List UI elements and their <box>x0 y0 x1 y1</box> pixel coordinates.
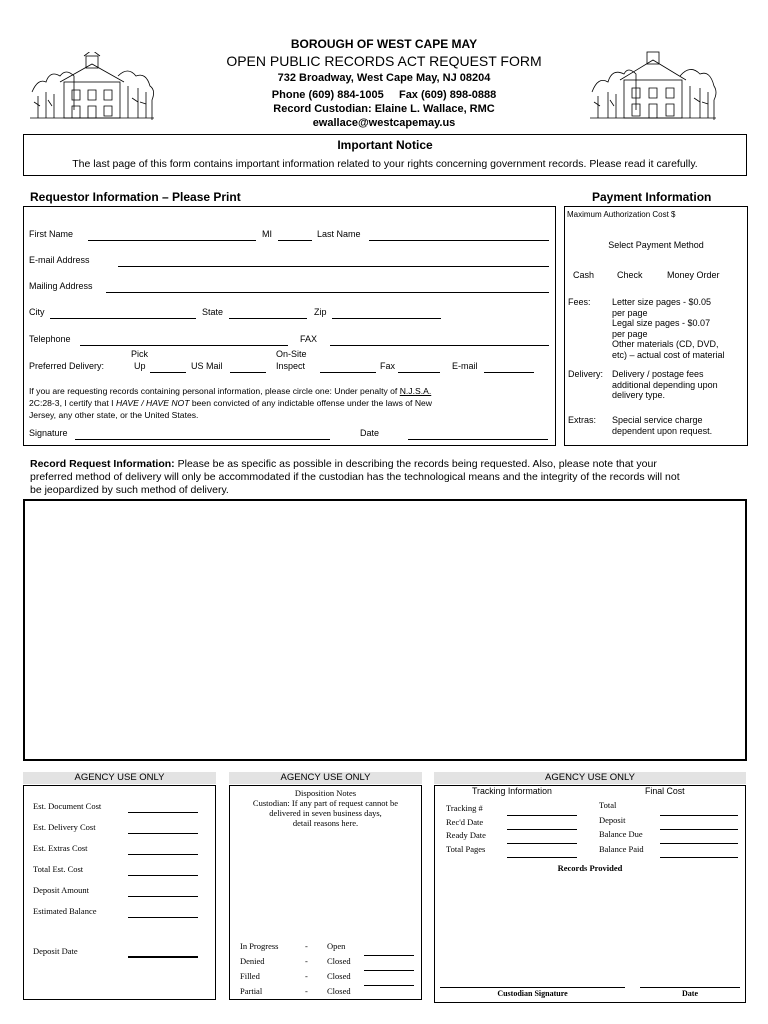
est-document-cost-label: Est. Document Cost <box>33 801 102 811</box>
zip-label: Zip <box>314 307 327 317</box>
total-pages-field[interactable] <box>507 857 577 858</box>
final-deposit-field[interactable] <box>660 829 738 830</box>
record-request-label: Record Request Information: <box>30 458 175 470</box>
borough-address: 732 Broadway, West Cape May, NJ 08204 <box>277 72 491 84</box>
total-est-cost-label: Total Est. Cost <box>33 864 84 874</box>
date-label: Date <box>360 428 380 438</box>
custodian-signature-field[interactable] <box>440 987 625 988</box>
final-total-field[interactable] <box>660 815 738 816</box>
email-delivery-field[interactable] <box>484 372 534 373</box>
records-provided-label: Records Provided <box>557 863 623 873</box>
estimated-balance-field[interactable] <box>128 917 198 918</box>
cost-rows <box>33 801 101 927</box>
balance-paid-label: Balance Paid <box>599 843 644 854</box>
estimated-balance-label: Estimated Balance <box>33 906 97 916</box>
balance-due-label: Balance Due <box>599 829 643 839</box>
tracking-number-field[interactable] <box>507 815 577 816</box>
agency-heading-3: AGENCY USE ONLY <box>434 772 746 784</box>
telephone-field[interactable] <box>80 345 288 346</box>
final-deposit-label: Deposit <box>599 814 626 825</box>
est-delivery-cost-label: Est. Delivery Cost <box>33 822 96 832</box>
us-mail-label: US Mail <box>191 361 223 371</box>
closed-partial-field[interactable] <box>364 999 414 1000</box>
tracking-list <box>446 803 486 857</box>
borough-name: BOROUGH OF WEST CAPE MAY <box>290 37 478 51</box>
mi-label: MI <box>262 229 272 239</box>
fax-label: FAX <box>300 334 318 344</box>
first-name-label: First Name <box>29 229 74 239</box>
status-row[interactable]: In Progress - Open <box>240 941 346 951</box>
pickup-field[interactable] <box>150 372 186 373</box>
record-custodian: Record Custodian: Elaine L. Wallace, RMC <box>273 103 495 115</box>
status-row[interactable]: Partial - Closed <box>240 986 351 996</box>
ready-date-field[interactable] <box>507 843 577 844</box>
pick-label: Pick <box>131 349 149 359</box>
have-have-not-option[interactable]: HAVE / HAVE NOT <box>115 398 190 408</box>
inspect-label: Inspect <box>276 361 306 371</box>
first-name-field[interactable] <box>88 240 256 241</box>
disposition-notes: Disposition Notes Custodian: If any part of request cannot be delivered in seven business days, detail reasons here. <box>229 788 422 828</box>
est-extras-cost-label: Est. Extras Cost <box>33 843 88 853</box>
state-label: State <box>202 307 224 317</box>
custodian-email: ewallace@westcapemay.us <box>312 117 456 129</box>
preferred-delivery-label: Preferred Delivery: <box>29 361 105 371</box>
date-field[interactable] <box>408 439 548 440</box>
custodian-signature-label: Custodian Signature <box>497 989 568 998</box>
cash-option[interactable]: Cash <box>573 270 595 280</box>
final-cost-title: Final Cost <box>645 786 685 796</box>
record-request-textarea[interactable] <box>23 499 747 761</box>
delivery-fees: Delivery / postage fees additional depending upon delivery type. <box>612 369 718 400</box>
email-label: E-mail Address <box>29 255 90 265</box>
agency-heading-1: AGENCY USE ONLY <box>23 772 216 784</box>
record-request-instructions: Record Request Information: Please be as specific as possible in describing the records being requested. Also, please note that your preferred method of delivery will only be accommodated if the custodian has the technological means and the integrity of the records will not be jeopardized by such method of delivery. <box>30 458 680 496</box>
closed-denied-field[interactable] <box>364 970 414 971</box>
mailing-field[interactable] <box>106 292 549 293</box>
city-label: City <box>29 307 45 317</box>
requestor-heading: Requestor Information – Please Print <box>30 190 241 204</box>
state-field[interactable] <box>229 318 307 319</box>
important-notice-box <box>23 134 747 176</box>
zip-field[interactable] <box>332 318 441 319</box>
balance-paid-field[interactable] <box>660 857 738 858</box>
certification-text: If you are requesting records containing personal information, please circle one: Under penalty of N.J.S.A. 2C:28-3, I certify that I HAVE / HAVE NOT been convicted of any indictable offense under the laws of New Jersey, any other state, or the United States. <box>29 386 433 420</box>
signature-label: Signature <box>29 428 68 438</box>
us-mail-field[interactable] <box>230 372 266 373</box>
last-name-label: Last Name <box>317 229 361 239</box>
final-total-label: Total <box>599 800 617 810</box>
status-row[interactable]: Denied - Closed <box>240 956 351 966</box>
recd-date-label: Rec'd Date <box>446 816 484 827</box>
custodian-date-field[interactable] <box>640 987 740 988</box>
balance-due-field[interactable] <box>660 843 738 844</box>
notice-title: Important Notice <box>337 138 433 152</box>
disposition-title: Disposition Notes <box>294 788 357 798</box>
max-auth-label: Maximum Authorization Cost $ <box>567 210 676 219</box>
mi-field[interactable] <box>278 240 312 241</box>
open-date-field[interactable] <box>364 955 414 956</box>
ready-date-label: Ready Date <box>446 830 486 840</box>
tracking-title: Tracking Information <box>472 786 552 796</box>
check-option[interactable]: Check <box>617 270 643 280</box>
pickup-label: Up <box>134 361 146 371</box>
money-order-option[interactable]: Money Order <box>667 270 720 280</box>
telephone-label: Telephone <box>29 334 71 344</box>
est-extras-cost-field[interactable] <box>128 854 198 855</box>
extras-fees: Special service charge dependent upon request. <box>612 415 713 436</box>
recd-date-field[interactable] <box>507 829 577 830</box>
fees-label: Fees: <box>568 297 591 307</box>
deposit-amount-label: Deposit Amount <box>33 885 89 895</box>
phone-fax: Phone (609) 884-1005 Fax (609) 898-0888 <box>271 89 497 101</box>
fax-delivery-field[interactable] <box>398 372 440 373</box>
est-document-cost-field[interactable] <box>128 812 198 813</box>
total-est-cost-field[interactable] <box>128 875 198 876</box>
closed-filled-field[interactable] <box>364 985 414 986</box>
city-field[interactable] <box>50 318 196 319</box>
onsite-label: On-Site <box>276 349 307 359</box>
email-field[interactable] <box>118 266 549 267</box>
select-payment-label: Select Payment Method <box>608 240 704 250</box>
inspect-field[interactable] <box>320 372 376 373</box>
payment-heading: Payment Information <box>592 190 712 204</box>
mailing-label: Mailing Address <box>29 281 93 291</box>
deposit-date-field[interactable] <box>128 956 198 958</box>
signature-field[interactable] <box>75 439 330 440</box>
deposit-amount-field[interactable] <box>128 896 198 897</box>
deposit-date-label: Deposit Date <box>33 946 78 956</box>
last-name-field[interactable] <box>369 240 549 241</box>
form-title: OPEN PUBLIC RECORDS ACT REQUEST FORM <box>226 53 542 69</box>
extras-label: Extras: <box>568 415 597 425</box>
custodian-date-label: Date <box>682 989 698 998</box>
fees-list: Letter size pages - $0.05 per page Legal size pages - $0.07 per page Other materials (CD, DVD, etc) – actual cost of material <box>612 297 725 360</box>
agency-heading-2: AGENCY USE ONLY <box>229 772 422 784</box>
status-row[interactable]: Filled - Closed <box>240 971 351 981</box>
email-delivery-label: E-mail <box>452 361 478 371</box>
fax-field[interactable] <box>330 345 549 346</box>
total-pages-label: Total Pages <box>446 843 486 854</box>
fax-delivery-label: Fax <box>380 361 396 371</box>
est-delivery-cost-field[interactable] <box>128 833 198 834</box>
notice-text: The last page of this form contains important information related to your rights concerning government records. Please read it carefully. <box>72 158 698 170</box>
status-list <box>240 941 415 1001</box>
tracking-number-label: Tracking # <box>446 803 483 813</box>
final-cost-list <box>599 800 644 858</box>
delivery-label: Delivery: <box>568 369 604 379</box>
